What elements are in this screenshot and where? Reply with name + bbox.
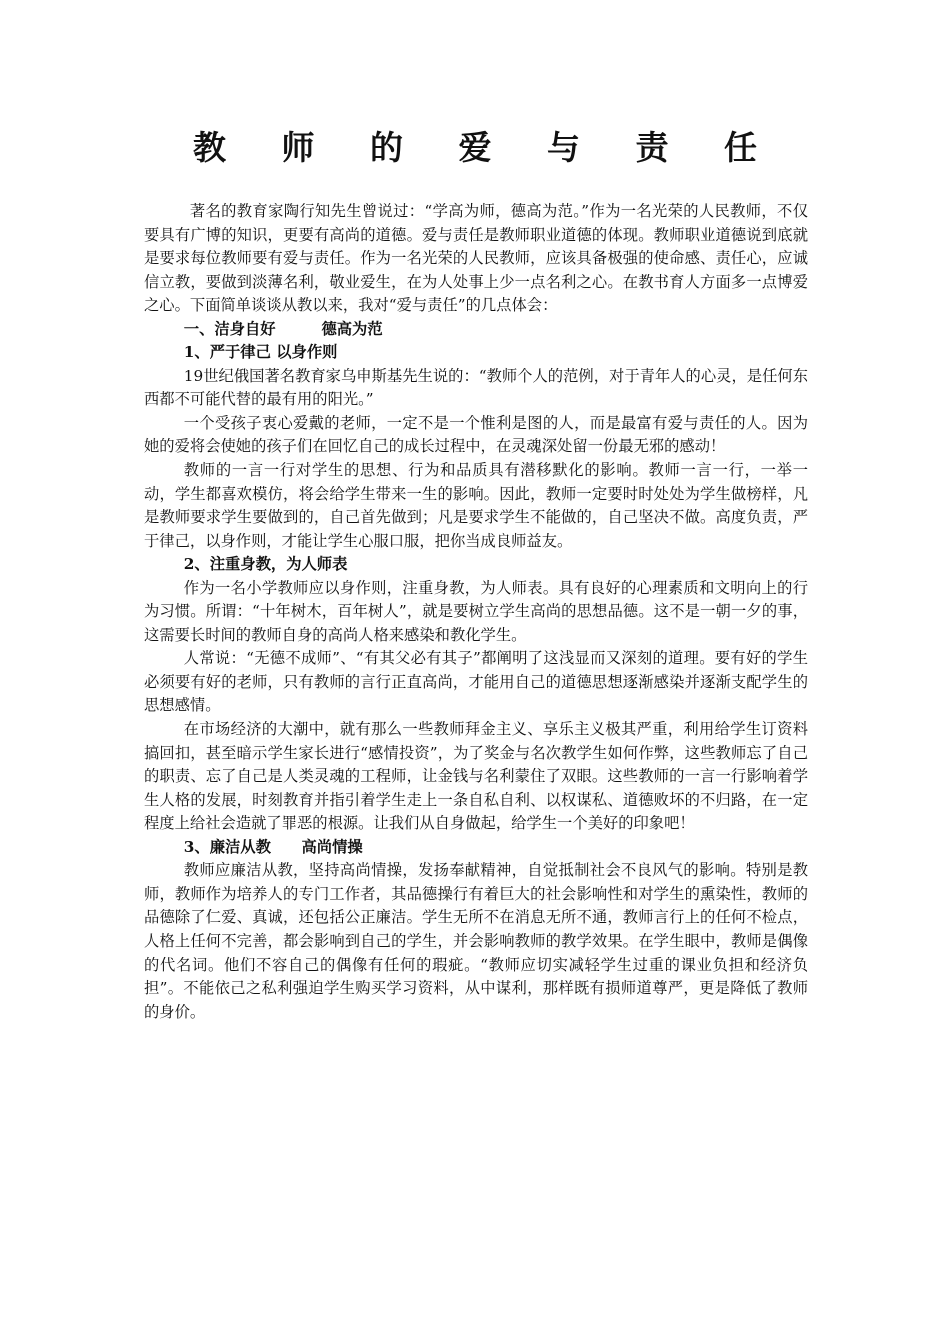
section-heading: 一、洁身自好 德高为范 — [183, 319, 383, 338]
paragraph: 一个受孩子衷心爱戴的老师，一定不是一个惟利是图的人，而是最富有爱与责任的人。因为她的爱将会使她的孩子们在回忆自己的成长过程中，在灵魂深处留一份最无邪的感动！ — [144, 413, 808, 456]
document-title: 教 师 的 爱 与 责 任 — [193, 128, 779, 167]
paragraph: 在市场经济的大潮中，就有那么一些教师拜金主义、享乐主义极其严重，利用给学生订资料搞回扣，甚至暗示学生家长进行“感情投资”，为了奖金与名次教学生如何作弊，这些教师忘了自己的职责、忘了自己是人类灵魂的工程师，让金钱与名利蒙住了双眼。这些教师的一言一行影响着学生人格的发展，时刻教育并指引着学生走上一条自私自利、以权谋私、道德败坏的不归路，在一定程度上给社会造就了罪恶的根源。让我们从自身做起，给学生一个美好的印象吧！ — [144, 720, 808, 833]
document-body — [144, 200, 808, 1024]
paragraph: 著名的教育家陶行知先生曾说过：“学高为师，德高为范。”作为一名光荣的人民教师，不仅要具有广博的知识，更要有高尚的道德。爱与责任是教师职业道德的体现。教师职业道德说到底就是要求每位教师要有爱与责任。作为一名光荣的人民教师，应该具备极强的使命感、责任心，应诚信立教，要做到淡薄名利，敬业爱生，在为人处事上少一点名利之心。在教书育人方面多一点博爱之心。下面简单谈谈从教以来，我对“爱与责任”的几点体会： — [144, 202, 808, 315]
subsection-heading: 3、廉洁从教 高尚情操 — [183, 837, 363, 856]
paragraph: 教师应廉洁从教，坚持高尚情操，发扬奉献精神，自觉抵制社会不良风气的影响。特别是教师，教师作为培养人的专门工作者，其品德操行有着巨大的社会影响性和对学生的熏染性，教师的品德除了仁爱、真诚，还包括公正廉洁。学生无所不在消息无所不通，教师言行上的任何不检点，人格上任何不完善，都会影响到自己的学生，并会影响教师的教学效果。在学生眼中，教师是偶像的代名词。他们不容自己的偶像有任何的瑕疵。“教师应切实减轻学生过重的课业负担和经济负担”。不能依己之私利强迫学生购买学习资料，从中谋利，那样既有损师道尊严，更是降低了教师的身价。 — [144, 861, 808, 1021]
paragraph: 教师的一言一行对学生的思想、行为和品质具有潜移默化的影响。教师一言一行，一举一动，学生都喜欢模仿，将会给学生带来一生的影响。因此，教师一定要时时处处为学生做榜样，凡是教师要求学生要做到的，自己首先做到；凡是要求学生不能做的，自己坚决不做。高度负责，严于律己，以身作则，才能让学生心服口服，把你当成良师益友。 — [144, 461, 808, 550]
paragraph: 人常说：“无德不成师”、“有其父必有其子”都阐明了这浅显而又深刻的道理。要有好的学生必须要有好的老师，只有教师的言行正直高尚，才能用自己的道德思想逐渐感染并逐渐支配学生的思想感情。 — [144, 649, 808, 715]
subsection-heading: 1、严于律己 以身作则 — [183, 343, 338, 362]
subsection-heading: 2、注重身教，为人师表 — [183, 555, 348, 574]
paragraph: 作为一名小学教师应以身作则，注重身教，为人师表。具有良好的心理素质和文明向上的行为习惯。所谓：“十年树木，百年树人”，就是要树立学生高尚的思想品德。这不是一朝一夕的事，这需要长时间的教师自身的高尚人格来感染和教化学生。 — [144, 578, 808, 644]
paragraph: 19世纪俄国著名教育家乌申斯基先生说的：“教师个人的范例，对于青年人的心灵，是任何东西都不可能代替的最有用的阳光。” — [144, 366, 808, 409]
